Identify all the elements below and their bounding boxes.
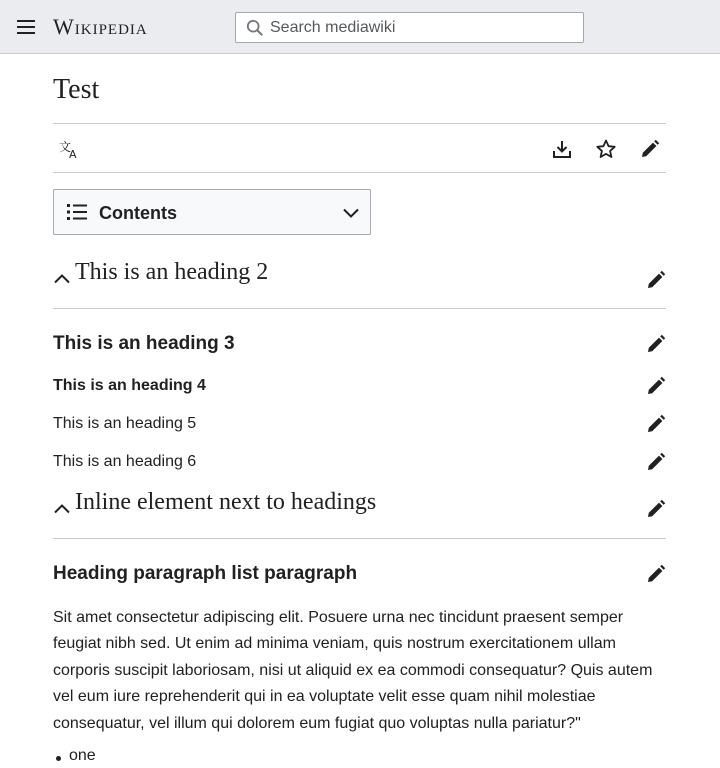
list-item: one	[69, 747, 96, 764]
edit-page-button[interactable]	[637, 136, 663, 162]
page-toolbar	[53, 123, 666, 173]
heading-3: Heading paragraph list paragraph	[53, 563, 358, 584]
collapse-section-chevron-icon[interactable]	[53, 270, 71, 288]
bullet-list	[69, 747, 96, 765]
edit-icon	[646, 414, 666, 434]
edit-section-button[interactable]	[644, 268, 668, 292]
logo-text: Wikipedia	[53, 14, 148, 39]
watch-button[interactable]	[593, 136, 619, 162]
section-heading-2	[53, 481, 666, 539]
heading-2-text: This is an heading 2	[75, 259, 269, 285]
edit-section-button[interactable]	[644, 374, 668, 398]
edit-section-button[interactable]	[644, 412, 668, 436]
edit-icon	[646, 564, 666, 584]
heading-3: This is an heading 3	[53, 333, 235, 354]
heading-4: This is an heading 4	[53, 377, 206, 394]
site-header	[0, 0, 720, 54]
page-title: Test	[53, 74, 100, 105]
edit-icon	[646, 452, 666, 472]
contents-toggle[interactable]	[53, 189, 371, 235]
list-icon	[67, 203, 87, 221]
language-button[interactable]	[57, 136, 83, 162]
language-icon	[59, 139, 81, 159]
heading-2-text: Inline element next to headings	[75, 489, 377, 515]
main-menu-button[interactable]	[8, 9, 44, 45]
download-button[interactable]	[549, 136, 575, 162]
chevron-down-icon	[342, 204, 360, 222]
edit-section-button[interactable]	[644, 497, 668, 521]
heading-5: This is an heading 5	[53, 415, 197, 432]
collapse-section-chevron-icon[interactable]	[53, 500, 71, 518]
search-icon	[246, 19, 264, 37]
star-icon	[596, 139, 616, 159]
edit-section-button[interactable]	[644, 332, 668, 356]
heading-6: This is an heading 6	[53, 453, 197, 470]
download-icon	[552, 139, 572, 159]
body-paragraph: Sit amet consectetur adipiscing elit. Posuere urna nec tincidunt praesent semper feugiat nibh sed. Ut enim ad minima veniam, quis nostrum exercitationem ullam corporis suscipit laboriosam, nisi ut aliquid ex ea commodi consequatur? Quis autem vel eum iure reprehenderit qui in ea voluptate velit esse quam nihil molestiae consequatur, vel illum qui dolorem eum fugiat quo voluptas nulla pariatur?"	[53, 609, 653, 732]
edit-icon	[646, 270, 666, 290]
search-input[interactable]	[270, 13, 575, 42]
section-heading-2	[53, 251, 666, 309]
hamburger-icon	[16, 17, 36, 37]
wikipedia-logo[interactable]	[53, 14, 148, 40]
edit-icon	[646, 334, 666, 354]
edit-icon	[640, 139, 660, 159]
svg-text:文: 文	[59, 140, 72, 154]
edit-section-button[interactable]	[644, 450, 668, 474]
edit-icon	[646, 376, 666, 396]
svg-text:A: A	[69, 148, 77, 159]
contents-label: Contents	[99, 203, 177, 223]
search-box[interactable]	[235, 12, 584, 43]
edit-icon	[646, 499, 666, 519]
edit-section-button[interactable]	[644, 562, 668, 586]
